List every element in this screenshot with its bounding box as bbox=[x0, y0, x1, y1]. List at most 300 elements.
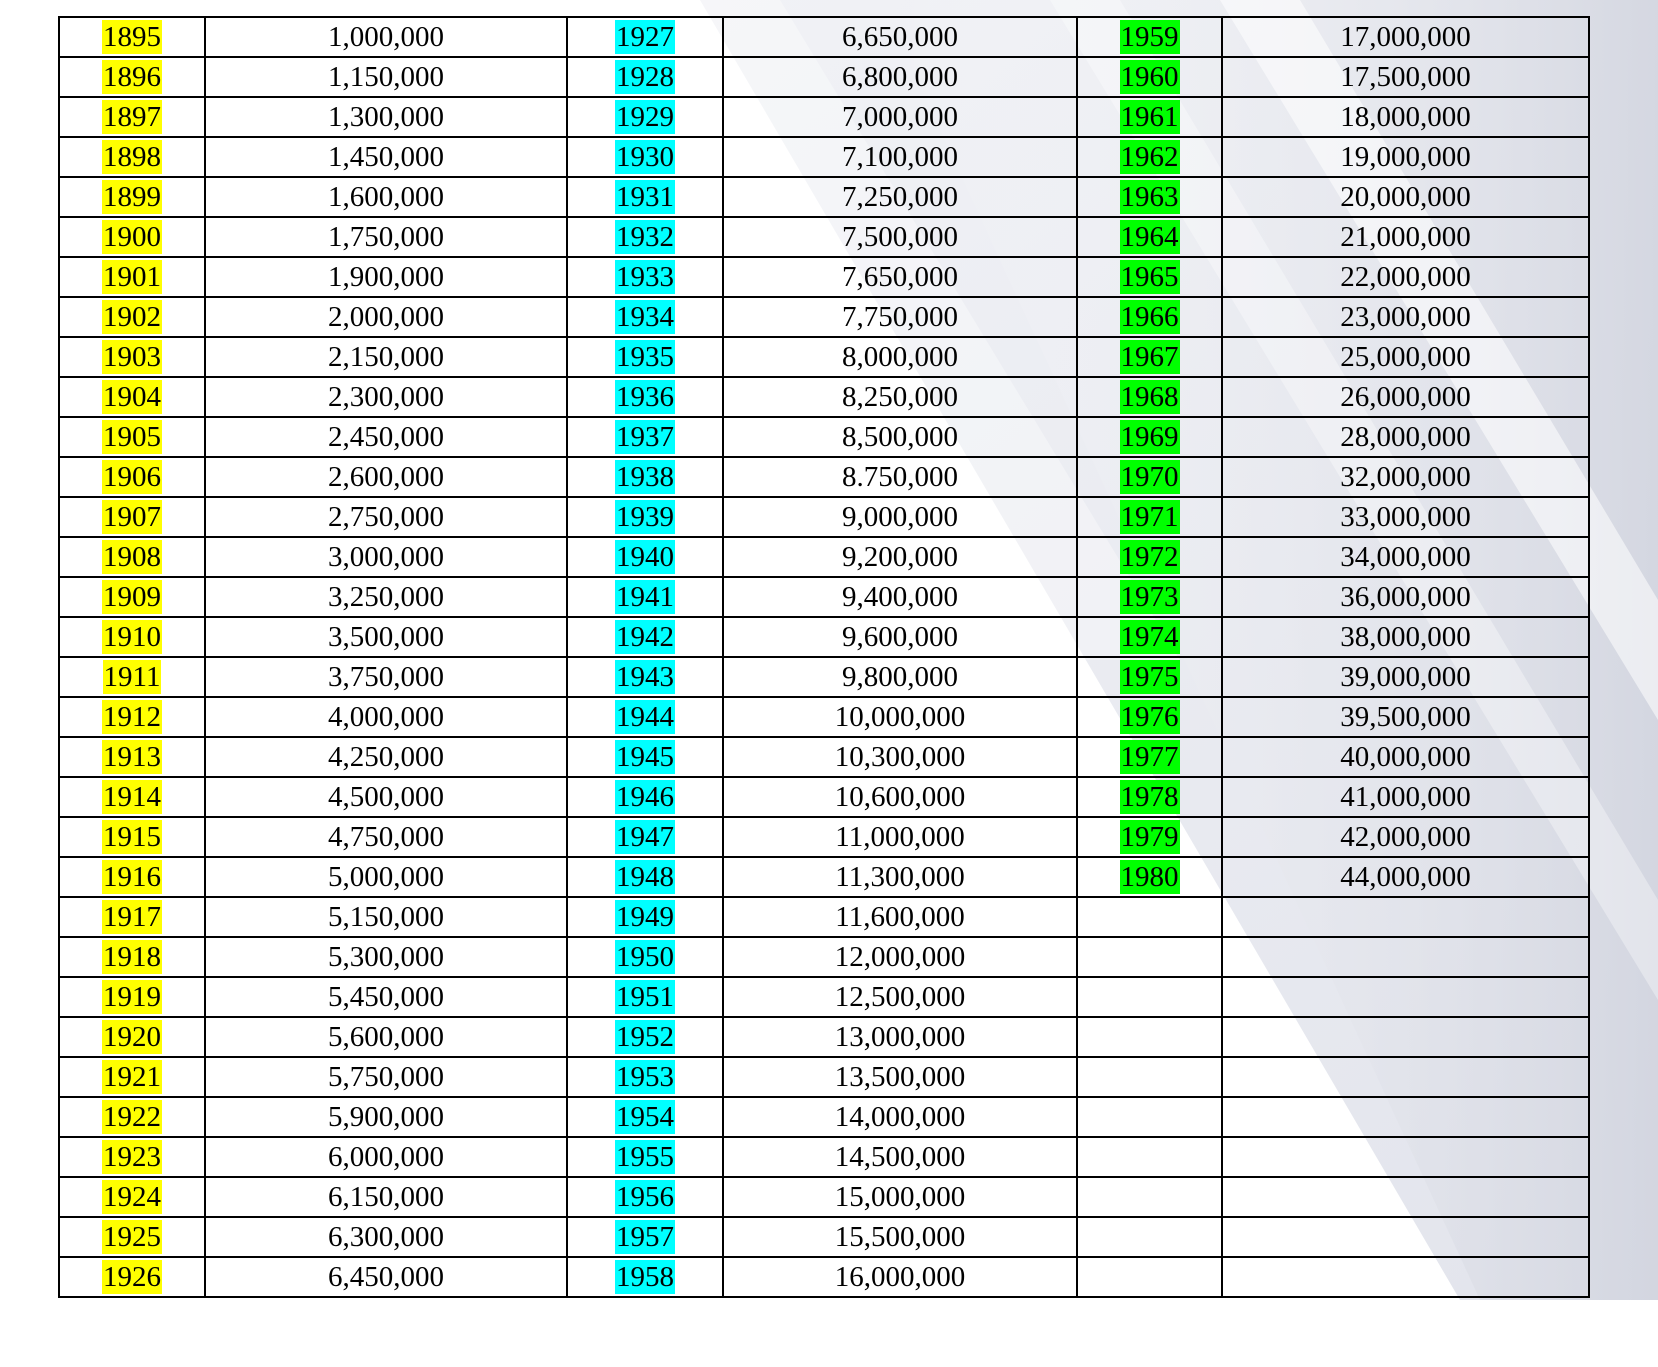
value-label: 6,000,000 bbox=[328, 1141, 444, 1173]
value-cell bbox=[1222, 697, 1589, 737]
value-label: 3,500,000 bbox=[328, 621, 444, 653]
value-cell bbox=[1222, 297, 1589, 337]
value-cell bbox=[205, 177, 567, 217]
table-row bbox=[59, 337, 1589, 377]
table-row bbox=[59, 57, 1589, 97]
table-row bbox=[59, 617, 1589, 657]
year-cell bbox=[1077, 817, 1222, 857]
year-cell bbox=[567, 657, 723, 697]
year-cell bbox=[1077, 977, 1222, 1017]
value-cell bbox=[723, 777, 1077, 817]
value-cell bbox=[205, 577, 567, 617]
value-label: 23,000,000 bbox=[1340, 301, 1471, 333]
year-label: 1934 bbox=[616, 301, 674, 333]
value-label: 34,000,000 bbox=[1340, 541, 1471, 573]
value-cell bbox=[1222, 737, 1589, 777]
value-label: 1,150,000 bbox=[328, 61, 444, 93]
value-cell bbox=[1222, 1257, 1589, 1297]
year-cell bbox=[59, 57, 205, 97]
value-label: 7,100,000 bbox=[842, 141, 958, 173]
year-label: 1964 bbox=[1120, 221, 1179, 253]
value-label: 42,000,000 bbox=[1340, 821, 1471, 853]
value-cell bbox=[1222, 177, 1589, 217]
year-label: 1932 bbox=[616, 221, 674, 253]
year-label: 1952 bbox=[616, 1021, 674, 1053]
year-cell bbox=[567, 697, 723, 737]
table-row bbox=[59, 1017, 1589, 1057]
value-label: 25,000,000 bbox=[1340, 341, 1471, 373]
year-cell bbox=[59, 697, 205, 737]
value-label: 2,150,000 bbox=[328, 341, 444, 373]
year-cell bbox=[567, 897, 723, 937]
value-label: 1,900,000 bbox=[328, 261, 444, 293]
year-cell bbox=[567, 177, 723, 217]
value-label: 11,000,000 bbox=[835, 821, 965, 853]
year-label: 1956 bbox=[616, 1181, 674, 1213]
table-body bbox=[59, 17, 1589, 1297]
year-label: 1976 bbox=[1120, 701, 1179, 733]
value-label: 2,000,000 bbox=[328, 301, 444, 333]
value-cell bbox=[205, 337, 567, 377]
value-cell bbox=[1222, 657, 1589, 697]
year-label: 1931 bbox=[616, 181, 674, 213]
year-cell bbox=[59, 297, 205, 337]
year-cell bbox=[59, 177, 205, 217]
year-label: 1908 bbox=[103, 541, 161, 573]
value-label: 18,000,000 bbox=[1340, 101, 1471, 133]
value-label: 8,250,000 bbox=[842, 381, 958, 413]
table-row bbox=[59, 1057, 1589, 1097]
year-label: 1925 bbox=[103, 1221, 161, 1253]
value-cell bbox=[723, 17, 1077, 57]
year-label: 1903 bbox=[103, 341, 161, 373]
table-row bbox=[59, 897, 1589, 937]
year-label: 1921 bbox=[103, 1061, 161, 1093]
year-label: 1950 bbox=[616, 941, 674, 973]
year-cell bbox=[59, 857, 205, 897]
value-label: 3,250,000 bbox=[328, 581, 444, 613]
value-cell bbox=[1222, 1217, 1589, 1257]
value-cell bbox=[205, 1177, 567, 1217]
table-row bbox=[59, 737, 1589, 777]
year-cell bbox=[1077, 97, 1222, 137]
value-cell bbox=[723, 697, 1077, 737]
year-cell bbox=[1077, 1137, 1222, 1177]
value-label: 7,000,000 bbox=[842, 101, 958, 133]
value-cell bbox=[205, 1217, 567, 1257]
table-row bbox=[59, 97, 1589, 137]
year-cell bbox=[1077, 857, 1222, 897]
table-row bbox=[59, 537, 1589, 577]
value-cell bbox=[723, 937, 1077, 977]
table-row bbox=[59, 377, 1589, 417]
table-row bbox=[59, 497, 1589, 537]
value-cell bbox=[1222, 817, 1589, 857]
value-cell bbox=[723, 257, 1077, 297]
table-row bbox=[59, 217, 1589, 257]
value-cell bbox=[205, 737, 567, 777]
year-cell bbox=[567, 817, 723, 857]
year-cell bbox=[59, 1257, 205, 1297]
value-cell bbox=[1222, 337, 1589, 377]
value-label: 14,000,000 bbox=[834, 1101, 966, 1133]
value-label: 9,800,000 bbox=[842, 661, 958, 693]
year-label: 1910 bbox=[103, 621, 161, 653]
year-cell bbox=[1077, 257, 1222, 297]
year-label: 1916 bbox=[103, 861, 161, 893]
year-cell bbox=[59, 457, 205, 497]
value-cell bbox=[1222, 937, 1589, 977]
value-cell bbox=[205, 617, 567, 657]
value-cell bbox=[205, 137, 567, 177]
value-label: 5,600,000 bbox=[328, 1021, 444, 1053]
table-row bbox=[59, 297, 1589, 337]
value-cell bbox=[723, 1057, 1077, 1097]
year-cell bbox=[1077, 1017, 1222, 1057]
year-label: 1971 bbox=[1120, 501, 1179, 533]
year-cell bbox=[567, 297, 723, 337]
year-label: 1939 bbox=[616, 501, 674, 533]
year-cell bbox=[59, 497, 205, 537]
value-label: 12,500,000 bbox=[834, 981, 966, 1013]
value-label: 10,000,000 bbox=[834, 701, 966, 733]
value-cell bbox=[1222, 137, 1589, 177]
year-label: 1958 bbox=[616, 1261, 674, 1293]
value-label: 41,000,000 bbox=[1340, 781, 1471, 813]
value-cell bbox=[1222, 417, 1589, 457]
table-row bbox=[59, 1097, 1589, 1137]
year-cell bbox=[1077, 577, 1222, 617]
value-label: 2,600,000 bbox=[328, 461, 444, 493]
year-label: 1933 bbox=[616, 261, 674, 293]
year-value-table bbox=[58, 16, 1590, 1298]
year-cell bbox=[567, 1097, 723, 1137]
value-label: 11,600,000 bbox=[835, 901, 965, 933]
value-label: 6,300,000 bbox=[328, 1221, 444, 1253]
year-label: 1900 bbox=[103, 221, 161, 253]
year-cell bbox=[59, 217, 205, 257]
value-cell bbox=[1222, 257, 1589, 297]
value-cell bbox=[723, 537, 1077, 577]
year-label: 1918 bbox=[103, 941, 161, 973]
value-label: 8,500,000 bbox=[842, 421, 958, 453]
year-cell bbox=[1077, 657, 1222, 697]
year-cell bbox=[567, 497, 723, 537]
table-row bbox=[59, 817, 1589, 857]
year-cell bbox=[567, 537, 723, 577]
year-cell bbox=[567, 337, 723, 377]
year-cell bbox=[1077, 297, 1222, 337]
year-cell bbox=[567, 617, 723, 657]
table-row bbox=[59, 857, 1589, 897]
value-cell bbox=[723, 217, 1077, 257]
value-label: 9,600,000 bbox=[842, 621, 958, 653]
value-cell bbox=[723, 1177, 1077, 1217]
value-label: 5,150,000 bbox=[328, 901, 444, 933]
value-cell bbox=[205, 97, 567, 137]
value-cell bbox=[205, 897, 567, 937]
year-label: 1972 bbox=[1120, 541, 1179, 573]
year-label: 1899 bbox=[103, 181, 161, 213]
value-label: 2,300,000 bbox=[328, 381, 444, 413]
value-label: 7,250,000 bbox=[842, 181, 958, 213]
value-label: 20,000,000 bbox=[1340, 181, 1471, 213]
value-label: 5,000,000 bbox=[328, 861, 444, 893]
year-cell bbox=[59, 737, 205, 777]
year-label: 1967 bbox=[1120, 341, 1179, 373]
year-cell bbox=[1077, 377, 1222, 417]
year-cell bbox=[567, 857, 723, 897]
value-label: 4,000,000 bbox=[328, 701, 444, 733]
value-label: 9,000,000 bbox=[842, 501, 958, 533]
value-cell bbox=[1222, 217, 1589, 257]
value-cell bbox=[205, 857, 567, 897]
year-cell bbox=[59, 1017, 205, 1057]
year-label: 1946 bbox=[616, 781, 674, 813]
year-cell bbox=[1077, 737, 1222, 777]
year-cell bbox=[567, 937, 723, 977]
year-label: 1943 bbox=[616, 661, 674, 693]
year-label: 1945 bbox=[616, 741, 674, 773]
value-label: 26,000,000 bbox=[1340, 381, 1471, 413]
value-label: 15,500,000 bbox=[834, 1221, 966, 1253]
value-label: 3,750,000 bbox=[328, 661, 444, 693]
value-cell bbox=[205, 697, 567, 737]
year-cell bbox=[59, 1137, 205, 1177]
year-cell bbox=[1077, 697, 1222, 737]
year-cell bbox=[59, 617, 205, 657]
value-cell bbox=[1222, 97, 1589, 137]
value-cell bbox=[205, 657, 567, 697]
value-cell bbox=[723, 137, 1077, 177]
value-cell bbox=[723, 577, 1077, 617]
year-label: 1922 bbox=[103, 1101, 161, 1133]
value-label: 17,500,000 bbox=[1340, 61, 1471, 93]
year-label: 1940 bbox=[616, 541, 674, 573]
value-cell bbox=[723, 57, 1077, 97]
value-label: 10,600,000 bbox=[834, 781, 966, 813]
year-label: 1937 bbox=[616, 421, 674, 453]
year-cell bbox=[1077, 137, 1222, 177]
year-cell bbox=[1077, 897, 1222, 937]
value-label: 33,000,000 bbox=[1340, 501, 1471, 533]
year-label: 1896 bbox=[103, 61, 161, 93]
value-cell bbox=[723, 857, 1077, 897]
year-cell bbox=[59, 977, 205, 1017]
value-cell bbox=[205, 377, 567, 417]
year-label: 1897 bbox=[103, 101, 161, 133]
value-label: 1,600,000 bbox=[328, 181, 444, 213]
year-label: 1942 bbox=[616, 621, 674, 653]
value-label: 36,000,000 bbox=[1340, 581, 1471, 613]
value-cell bbox=[1222, 377, 1589, 417]
year-label: 1911 bbox=[103, 661, 161, 693]
value-cell bbox=[723, 1257, 1077, 1297]
year-label: 1973 bbox=[1120, 581, 1179, 613]
year-label: 1949 bbox=[616, 901, 674, 933]
year-label: 1909 bbox=[103, 581, 161, 613]
table-row bbox=[59, 1177, 1589, 1217]
value-label: 6,800,000 bbox=[842, 61, 958, 93]
value-cell bbox=[723, 897, 1077, 937]
year-cell bbox=[567, 97, 723, 137]
year-label: 1929 bbox=[616, 101, 674, 133]
year-cell bbox=[1077, 617, 1222, 657]
year-cell bbox=[567, 1217, 723, 1257]
year-cell bbox=[567, 737, 723, 777]
value-cell bbox=[723, 657, 1077, 697]
year-label: 1936 bbox=[616, 381, 674, 413]
year-label: 1955 bbox=[616, 1141, 674, 1173]
year-cell bbox=[1077, 1217, 1222, 1257]
value-cell bbox=[723, 417, 1077, 457]
year-label: 1980 bbox=[1120, 861, 1179, 893]
year-cell bbox=[59, 1217, 205, 1257]
value-label: 12,000,000 bbox=[834, 941, 966, 973]
year-cell bbox=[567, 257, 723, 297]
year-cell bbox=[567, 137, 723, 177]
value-label: 6,150,000 bbox=[328, 1181, 444, 1213]
value-label: 44,000,000 bbox=[1340, 861, 1471, 893]
value-label: 38,000,000 bbox=[1340, 621, 1471, 653]
value-label: 4,750,000 bbox=[328, 821, 444, 853]
value-label: 1,300,000 bbox=[328, 101, 444, 133]
value-cell bbox=[723, 1137, 1077, 1177]
year-label: 1902 bbox=[103, 301, 161, 333]
table-row bbox=[59, 577, 1589, 617]
value-cell bbox=[205, 777, 567, 817]
value-label: 7,500,000 bbox=[842, 221, 958, 253]
year-cell bbox=[567, 17, 723, 57]
value-label: 32,000,000 bbox=[1340, 461, 1471, 493]
value-label: 1,000,000 bbox=[328, 21, 444, 53]
value-cell bbox=[723, 377, 1077, 417]
year-cell bbox=[59, 657, 205, 697]
table-row bbox=[59, 457, 1589, 497]
value-label: 9,400,000 bbox=[842, 581, 958, 613]
year-label: 1965 bbox=[1120, 261, 1179, 293]
value-cell bbox=[205, 57, 567, 97]
value-cell bbox=[1222, 17, 1589, 57]
year-cell bbox=[1077, 777, 1222, 817]
year-cell bbox=[59, 577, 205, 617]
value-cell bbox=[205, 217, 567, 257]
value-label: 8.750,000 bbox=[842, 461, 958, 493]
value-label: 4,250,000 bbox=[328, 741, 444, 773]
year-cell bbox=[59, 97, 205, 137]
year-label: 1935 bbox=[616, 341, 674, 373]
value-cell bbox=[1222, 1177, 1589, 1217]
year-cell bbox=[567, 57, 723, 97]
year-label: 1974 bbox=[1120, 621, 1179, 653]
year-cell bbox=[59, 777, 205, 817]
value-cell bbox=[723, 1017, 1077, 1057]
value-cell bbox=[1222, 457, 1589, 497]
table-row bbox=[59, 1137, 1589, 1177]
year-cell bbox=[1077, 177, 1222, 217]
value-label: 5,900,000 bbox=[328, 1101, 444, 1133]
year-label: 1927 bbox=[616, 21, 674, 53]
year-label: 1951 bbox=[616, 981, 674, 1013]
value-label: 39,000,000 bbox=[1340, 661, 1471, 693]
value-label: 10,300,000 bbox=[834, 741, 966, 773]
year-cell bbox=[1077, 217, 1222, 257]
value-cell bbox=[723, 737, 1077, 777]
year-cell bbox=[567, 1057, 723, 1097]
year-label: 1960 bbox=[1120, 61, 1179, 93]
year-cell bbox=[59, 257, 205, 297]
value-cell bbox=[205, 937, 567, 977]
year-label: 1915 bbox=[103, 821, 161, 853]
value-cell bbox=[723, 1097, 1077, 1137]
year-label: 1957 bbox=[616, 1221, 674, 1253]
value-label: 14,500,000 bbox=[834, 1141, 966, 1173]
value-cell bbox=[205, 457, 567, 497]
year-label: 1941 bbox=[616, 581, 674, 613]
value-label: 22,000,000 bbox=[1340, 261, 1471, 293]
value-label: 5,300,000 bbox=[328, 941, 444, 973]
year-label: 1954 bbox=[616, 1101, 674, 1133]
value-cell bbox=[1222, 897, 1589, 937]
value-cell bbox=[1222, 1017, 1589, 1057]
year-cell bbox=[59, 337, 205, 377]
year-label: 1917 bbox=[103, 901, 161, 933]
value-label: 17,000,000 bbox=[1340, 21, 1471, 53]
year-label: 1912 bbox=[103, 701, 161, 733]
value-label: 8,000,000 bbox=[842, 341, 958, 373]
value-cell bbox=[1222, 617, 1589, 657]
value-label: 16,000,000 bbox=[834, 1261, 966, 1293]
year-cell bbox=[567, 1017, 723, 1057]
table-row bbox=[59, 777, 1589, 817]
year-cell bbox=[567, 577, 723, 617]
value-cell bbox=[1222, 1137, 1589, 1177]
value-label: 6,450,000 bbox=[328, 1261, 444, 1293]
table-row bbox=[59, 17, 1589, 57]
value-cell bbox=[723, 297, 1077, 337]
year-cell bbox=[567, 1177, 723, 1217]
year-cell bbox=[1077, 937, 1222, 977]
year-label: 1975 bbox=[1120, 661, 1179, 693]
table-row bbox=[59, 137, 1589, 177]
value-cell bbox=[723, 177, 1077, 217]
value-cell bbox=[205, 817, 567, 857]
value-label: 15,000,000 bbox=[834, 1181, 966, 1213]
year-label: 1906 bbox=[103, 461, 161, 493]
data-table-container bbox=[58, 16, 1590, 1298]
value-cell bbox=[1222, 1097, 1589, 1137]
year-cell bbox=[567, 217, 723, 257]
year-label: 1907 bbox=[103, 501, 161, 533]
value-label: 2,450,000 bbox=[328, 421, 444, 453]
year-label: 1919 bbox=[103, 981, 161, 1013]
year-cell bbox=[1077, 1257, 1222, 1297]
year-cell bbox=[59, 1177, 205, 1217]
year-label: 1963 bbox=[1120, 181, 1179, 213]
value-cell bbox=[205, 1257, 567, 1297]
year-label: 1944 bbox=[616, 701, 674, 733]
year-cell bbox=[567, 1257, 723, 1297]
year-cell bbox=[1077, 1097, 1222, 1137]
value-cell bbox=[723, 97, 1077, 137]
value-label: 9,200,000 bbox=[842, 541, 958, 573]
value-cell bbox=[723, 977, 1077, 1017]
year-cell bbox=[59, 137, 205, 177]
year-cell bbox=[1077, 17, 1222, 57]
year-label: 1905 bbox=[103, 421, 161, 453]
value-cell bbox=[205, 1057, 567, 1097]
year-cell bbox=[59, 1097, 205, 1137]
